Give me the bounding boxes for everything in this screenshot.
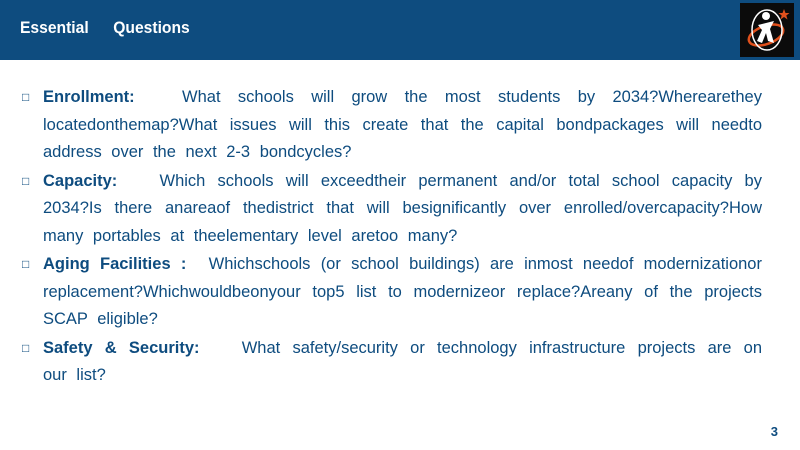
item-text: Which schools will exceedtheir permanent and/or total school capacity by 2034?Is there anareaof thedistrict that will besignificantly over enrolled/overcapacity?How many portables at theelementary level aretoo many? xyxy=(43,171,762,245)
list-item xyxy=(22,84,762,167)
item-text: What schools will grow the most students by 2034?Wherearethey locatedonthemap?What issues will this create that the capital bondpackages will needto address over the next 2-3 bondcycles? xyxy=(43,88,762,161)
school-logo-icon xyxy=(740,3,794,57)
square-bullet-icon: □ xyxy=(22,90,30,104)
item-text: Whichschools (or school buildings) are inmost needof modernizationor replacement?Whichwouldbeonyour top5 list to modernizeor replace?Areany of the projects SCAP eligible? xyxy=(43,255,762,328)
questions-list xyxy=(22,84,762,391)
item-label: Enrollment: xyxy=(43,88,135,106)
item-label: Capacity: xyxy=(43,171,118,190)
item-label: Safety & Security: xyxy=(43,338,200,357)
square-bullet-icon: □ xyxy=(22,340,30,355)
item-label: Aging Facilities : xyxy=(43,255,187,273)
item-text: What safety/security or technology infrastructure projects are on our list? xyxy=(43,338,763,384)
square-bullet-icon: □ xyxy=(22,257,30,271)
square-bullet-icon: □ xyxy=(22,173,30,188)
header-bar xyxy=(0,0,800,60)
list-item xyxy=(22,335,762,390)
page-number: 3 xyxy=(770,424,778,439)
list-item xyxy=(22,168,762,251)
page-title: Essential Questions xyxy=(20,18,190,37)
list-item xyxy=(22,251,762,334)
